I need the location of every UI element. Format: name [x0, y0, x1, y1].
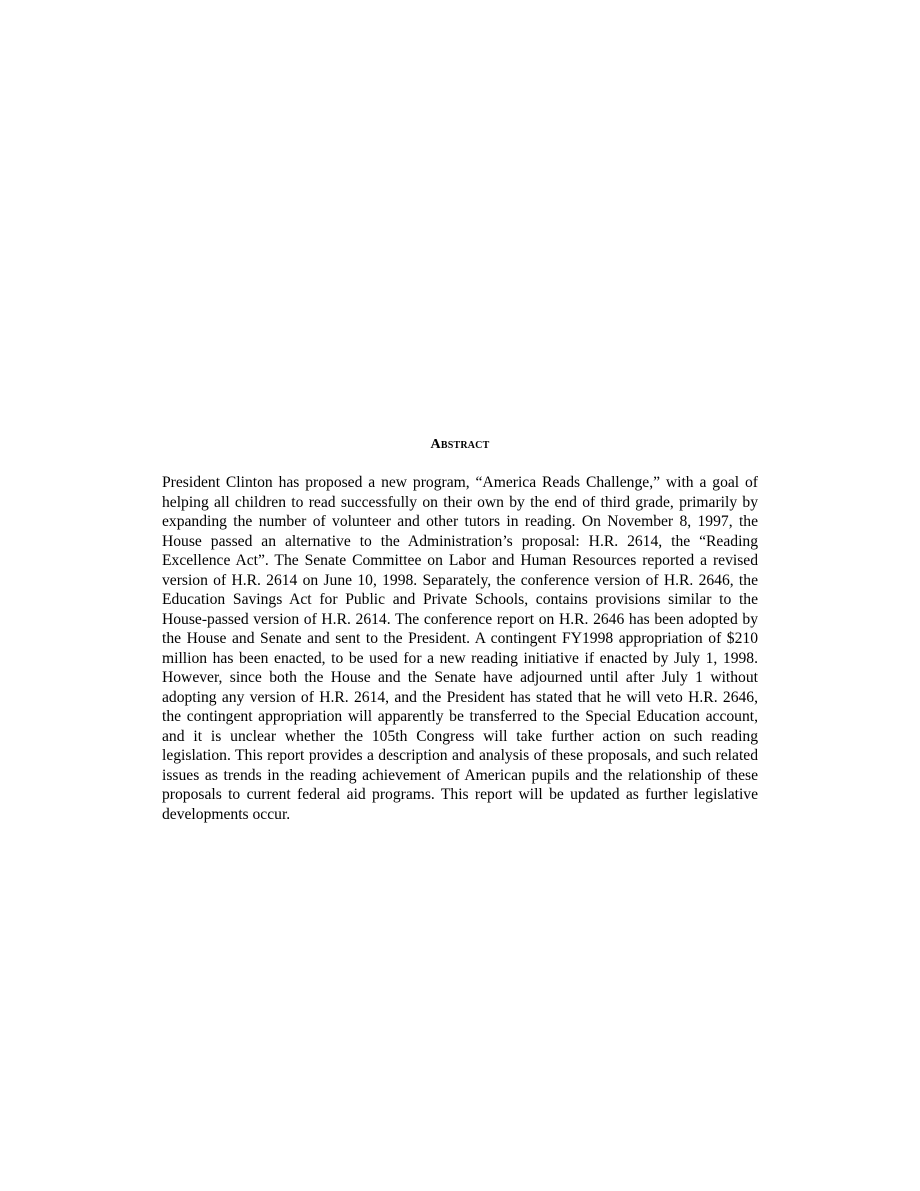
abstract-heading: Abstract — [430, 437, 490, 452]
abstract-body: President Clinton has proposed a new program, “America Reads Challenge,” with a goal of helping all children to read successfully on their own by the end of third grade, primarily by expanding the number of volunteer and other tutors in reading. On November 8, 1997, the House passed an alternative to the Administration’s proposal: H.R. 2614, the “Reading Excellence Act”. The Senate Committee on Labor and Human Resources reported a revised version of H.R. 2614 on June 10, 1998. Separately, the conference version of H.R. 2646, the Education Savings Act for Public and Private Schools, contains provisions similar to the House-passed version of H.R. 2614. The conference report on H.R. 2646 has been adopted by the House and Senate and sent to the President. A contingent FY1998 appropriation of $210 million has been enacted, to be used for a new reading initiative if enacted by July 1, 1998. However, since both the House and the Senate have adjourned until after July 1 without adopting any version of H.R. 2614, and the President has stated that he will veto H.R. 2646, the contingent appropriation will apparently be transferred to the Special Education account, and it is unclear whether the 105th Congress will take further action on such reading legislation. This report provides a description and analysis of these proposals, and such related issues as trends in the reading achievement of American pupils and the relationship of these proposals to current federal aid programs. This report will be updated as further legislative developments occur. — [162, 474, 758, 823]
